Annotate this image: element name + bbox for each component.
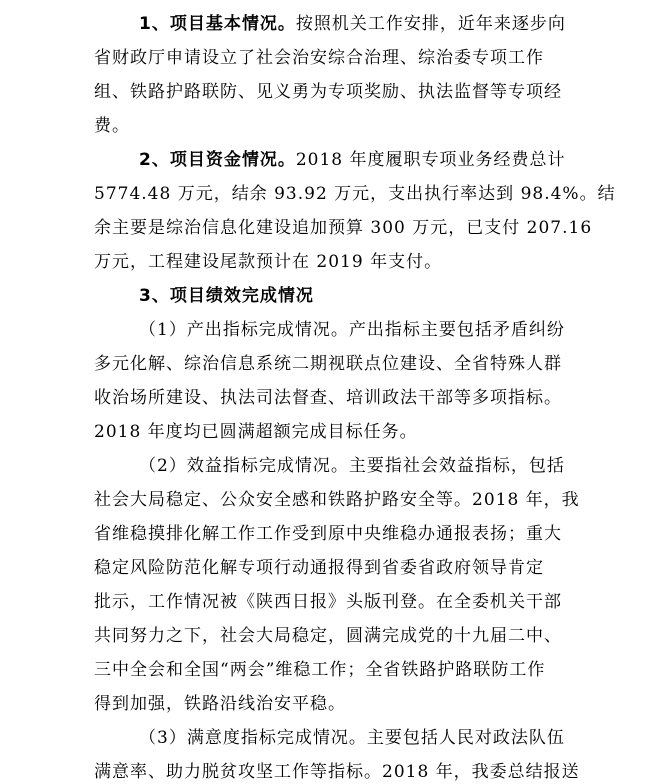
section2-line-3: 余主要是综治信息化建设追加预算 300 万元，已支付 207.16: [94, 218, 593, 238]
section1-line-4: 费。: [94, 116, 130, 136]
para2-line-6: 共同努力之下，社会大局稳定，圆满完成党的十九届二中、: [94, 626, 562, 646]
para1-line-3: 收治场所建设、执法司法督查、培训政法干部等多项指标。: [94, 388, 562, 408]
section1-line-3: 组、铁路护路联防、见义勇为专项奖励、执法监督等专项经: [94, 82, 562, 102]
section1-text: 按照机关工作安排，近年来逐步向: [295, 14, 566, 34]
para2-line-8: 得到加强，铁路沿线治安平稳。: [94, 694, 346, 714]
para1-line-1: （1）产出指标完成情况。产出指标主要包括矛盾纠纷: [139, 320, 565, 340]
para2-line-3: 省维稳摸排化解工作工作受到原中央维稳办通报表扬；重大: [94, 524, 562, 544]
para2-line-5: 批示，工作情况被《陕西日报》头版刊登。在全委机关干部: [94, 592, 562, 612]
section2-line-1: [139, 148, 566, 172]
section2-line-4: 万元，工程建设尾款预计在 2019 年支付。: [94, 252, 443, 272]
section1-line-1: [139, 12, 566, 36]
section3-heading: 3、项目绩效完成情况: [139, 286, 314, 306]
para3-line-2: 满意率、助力脱贫攻坚工作等指标。2018 年，我委总结报送: [94, 762, 580, 782]
para2-line-2: 社会大局稳定、公众安全感和铁路护路安全等。2018 年，我: [94, 490, 580, 510]
para2-line-4: 稳定风险防范化解专项行动通报得到省委省政府领导肯定: [94, 558, 544, 578]
section2-text: 2018 年度履职专项业务经费总计: [295, 150, 566, 170]
section1-line-2: 省财政厅申请设立了社会治安综合治理、综治委专项工作: [94, 48, 544, 68]
section2-line-2: 5774.48 万元，结余 93.92 万元，支出执行率达到 98.4%。结: [94, 184, 616, 204]
para1-line-2: 多元化解、综治信息系统二期视联点位建设、全省特殊人群: [94, 354, 562, 374]
para3-line-1: （3）满意度指标完成情况。主要包括人民对政法队伍: [139, 728, 565, 748]
section2-heading: 2、项目资金情况。: [139, 150, 296, 170]
para2-line-1: （2）效益指标完成情况。主要指社会效益指标，包括: [139, 456, 565, 476]
para1-line-4: 2018 年度均已圆满超额完成目标任务。: [94, 422, 418, 442]
para2-line-7: 三中全会和全国“两会”维稳工作；全省铁路护路联防工作: [94, 660, 546, 680]
section1-heading: 1、项目基本情况。: [139, 14, 296, 34]
